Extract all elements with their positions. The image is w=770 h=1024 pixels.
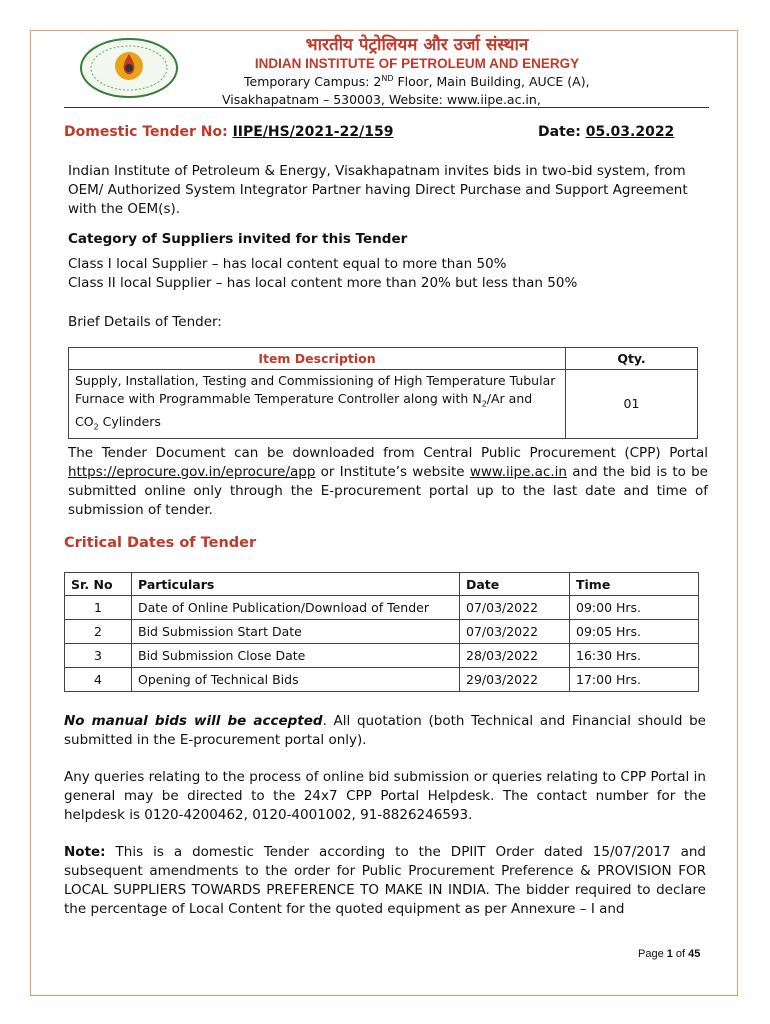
table-row: 3 Bid Submission Close Date 28/03/2022 16:30 Hrs. xyxy=(65,644,699,668)
address-line-1: Temporary Campus: 2ND Floor, Main Building, AUCE (A), xyxy=(244,74,590,90)
tender-date: Date: 05.03.2022 xyxy=(538,124,675,140)
critical-dates-table xyxy=(64,572,699,692)
time-header: Time xyxy=(570,573,699,596)
note-label: Note: xyxy=(64,844,106,860)
page-number: Page 1 of 45 xyxy=(638,948,701,960)
tender-date-value: 05.03.2022 xyxy=(585,124,675,140)
item-description-header: Item Description xyxy=(69,348,566,370)
item-table xyxy=(68,347,698,439)
table-row: 2 Bid Submission Start Date 07/03/2022 09:05 Hrs. xyxy=(65,620,699,644)
qty-cell: 01 xyxy=(566,370,698,439)
manual-bids-paragraph: No manual bids will be accepted. All quotation (both Technical and Financial should be submitted in the E-procurement portal only). xyxy=(64,713,706,748)
table-row: 4 Opening of Technical Bids 29/03/2022 17:00 Hrs. xyxy=(65,668,699,692)
address-line-2: Visakhapatnam – 530003, Website: www.iipe.ac.in, xyxy=(222,92,541,107)
tender-number-value: IIPE/HS/2021-22/159 xyxy=(232,124,394,140)
critical-dates-heading: Critical Dates of Tender xyxy=(64,535,257,551)
brief-details-label: Brief Details of Tender: xyxy=(68,314,222,330)
header-divider xyxy=(64,107,709,108)
intro-paragraph: Indian Institute of Petroleum & Energy, Visakhapatnam invites bids in two-bid system, from OEM/ Authorized System Integrator Partner having Direct Purchase and Support Agreement with the OEM(s). xyxy=(68,163,688,217)
hindi-title: भारतीय पेट्रोलियम और उर्जा संस्थान xyxy=(305,35,529,55)
particulars-header: Particulars xyxy=(132,573,460,596)
supplier-class-2: Class II local Supplier – has local content more than 20% but less than 50% xyxy=(68,275,578,291)
queries-paragraph: Any queries relating to the process of online bid submission or queries relating to CPP Portal in general may be directed to the 24x7 CPP Portal Helpdesk. The contact number for the helpdesk is 0120-4200462, 0120-4001002, 91-8826246593. xyxy=(64,769,706,823)
institute-website-link[interactable]: www.iipe.ac.in xyxy=(469,464,567,480)
table-row: 1 Date of Online Publication/Download of Tender 07/03/2022 09:00 Hrs. xyxy=(65,596,699,620)
qty-header: Qty. xyxy=(566,348,698,370)
institute-name: INDIAN INSTITUTE OF PETROLEUM AND ENERGY xyxy=(254,56,580,71)
note-paragraph: Note: This is a domestic Tender according to the DPIIT Order dated 15/07/2017 and subsequent amendments to the order for Public Procurement Preference & PROVISION FOR LOCAL SUPPLIERS TOWARDS PREFERENCE TO MAKE IN INDIA. The bidder required to declare the percentage of Local Content for the quoted equipment as per Annexure – I and xyxy=(64,844,706,917)
date-header: Date xyxy=(460,573,570,596)
manual-bids-emphasis: No manual bids will be accepted xyxy=(64,713,323,729)
institute-logo xyxy=(78,37,180,99)
sr-no-header: Sr. No xyxy=(65,573,132,596)
tender-number: Domestic Tender No: IIPE/HS/2021-22/159 xyxy=(64,124,394,140)
suppliers-heading: Category of Suppliers invited for this Tender xyxy=(68,231,408,247)
item-description-cell: Supply, Installation, Testing and Commissioning of High Temperature Tubular Furnace with Programmable Temperature Controller along with $N_2/Ar$ and $CO_2$ Cylinders xyxy=(69,370,566,439)
cpp-portal-link[interactable]: https://eprocure.gov.in/eprocure/app xyxy=(68,464,316,480)
supplier-class-1: Class I local Supplier – has local content equal to more than 50% xyxy=(68,256,507,272)
download-paragraph: The Tender Document can be downloaded from Central Public Procurement (CPP) Portal https://eprocure.gov.in/eprocure/app or Institute’s website www.iipe.ac.in and the bid is to be submitted online only through the E-procurement portal up to the last date and time of submission of tender. xyxy=(68,445,708,518)
